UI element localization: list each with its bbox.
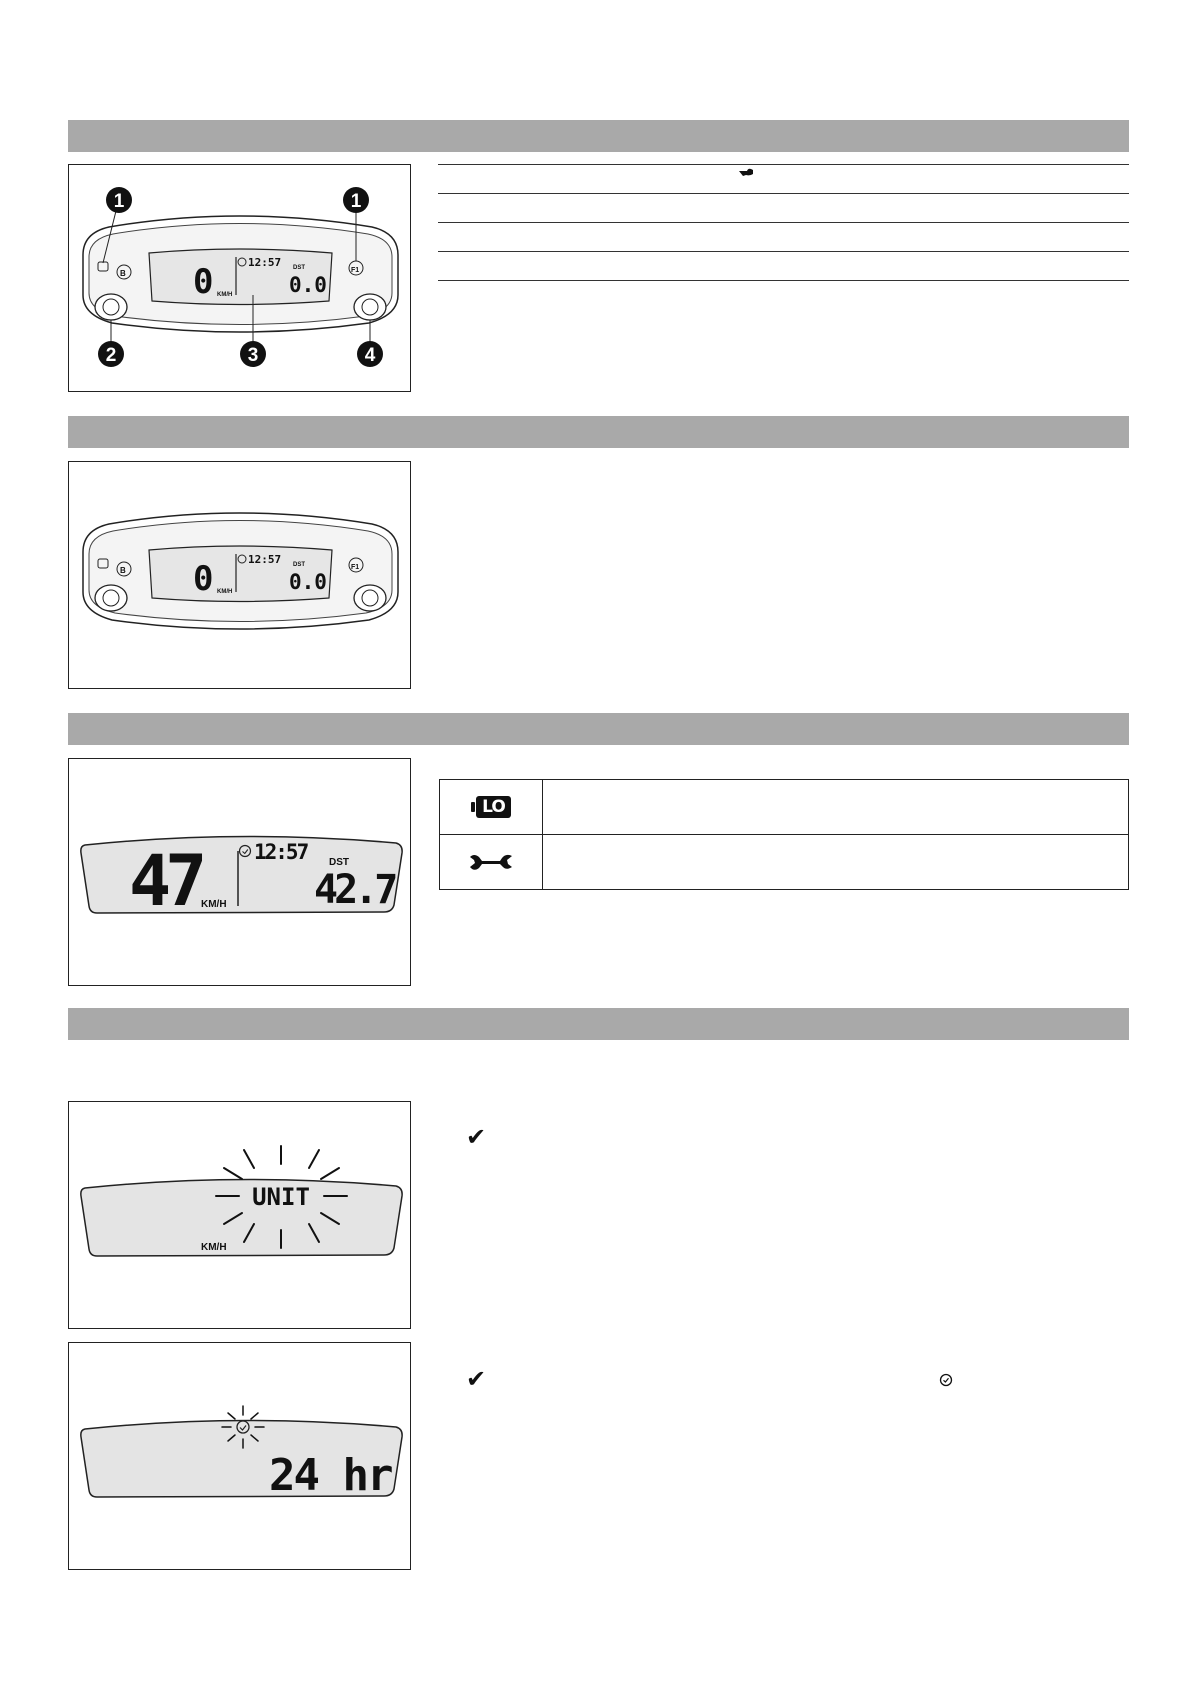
pointing-hand-icon	[738, 167, 754, 177]
section-header-bar	[68, 713, 1129, 745]
wrench-icon	[440, 835, 543, 889]
svg-text:4: 4	[364, 345, 376, 366]
table-rule	[438, 280, 1129, 281]
section-header-bar	[68, 120, 1129, 152]
unit-setting-text: UNIT	[252, 1183, 310, 1211]
table-rule	[438, 193, 1129, 194]
distance-readout: 42.7	[314, 867, 395, 913]
speed-readout: 0	[193, 262, 214, 302]
indicator-table	[439, 779, 1129, 890]
clock-readout: 12:57	[248, 256, 282, 269]
meter-overview-figure	[68, 164, 411, 392]
meter-display-figure	[68, 461, 411, 689]
table-row	[440, 834, 1128, 889]
svg-text:F1: F1	[351, 564, 360, 571]
svg-text:F1: F1	[351, 267, 360, 274]
speed-unit-label: KM/H	[201, 899, 227, 910]
low-battery-badge: LO	[476, 796, 511, 818]
speed-unit-label: KM/H	[217, 589, 233, 595]
svg-text:B: B	[120, 566, 126, 575]
callout-1-right	[343, 187, 369, 213]
svg-text:3: 3	[247, 345, 259, 366]
distance-readout: 0.0	[289, 273, 327, 297]
clock-icon	[939, 1373, 953, 1387]
table-rule	[438, 222, 1129, 223]
callout-3	[240, 341, 266, 367]
distance-readout: 0.0	[289, 570, 327, 594]
clock-format-text: 24 hr	[269, 1450, 392, 1501]
svg-text:2: 2	[105, 345, 117, 366]
clock-readout: 12:57	[254, 840, 308, 864]
speed-unit-label: KM/H	[201, 1242, 227, 1253]
lcd-riding-figure	[68, 758, 411, 986]
table-rule	[438, 164, 1129, 165]
checkmark-icon: ✔	[466, 1365, 487, 1393]
distance-label: DST	[293, 562, 305, 568]
distance-label: DST	[329, 857, 349, 868]
section-header-bar	[68, 416, 1129, 448]
lcd-clock-format-figure	[68, 1342, 411, 1570]
clock-readout: 12:57	[248, 553, 282, 566]
table-rule	[438, 251, 1129, 252]
callout-2	[98, 341, 124, 367]
svg-text:1: 1	[113, 191, 125, 212]
svg-text:1: 1	[350, 191, 362, 212]
section-header-bar	[68, 1008, 1129, 1040]
distance-label: DST	[293, 265, 305, 271]
callout-4	[357, 341, 383, 367]
checkmark-icon: ✔	[466, 1123, 487, 1151]
callout-1-left	[106, 187, 132, 213]
low-battery-icon	[440, 780, 543, 834]
speed-readout: 0	[193, 559, 214, 599]
svg-text:B: B	[120, 269, 126, 278]
lcd-unit-figure	[68, 1101, 411, 1329]
speed-readout: 47	[129, 840, 202, 922]
speed-unit-label: KM/H	[217, 292, 233, 298]
table-row	[440, 780, 1128, 834]
